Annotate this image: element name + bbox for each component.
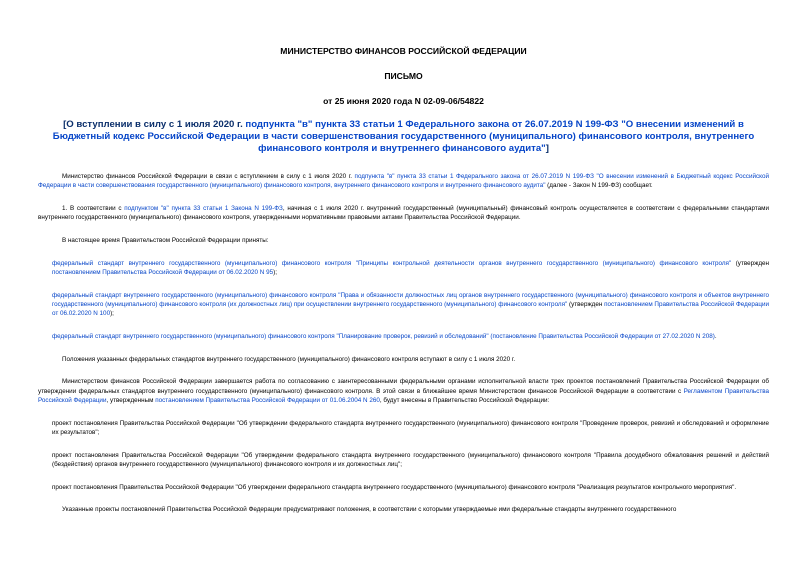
government-regulation-link[interactable]: Регламентом Правительства Российской Федерации bbox=[38, 387, 769, 404]
doc-date-number: от 25 июня 2020 года N 02-09-06/54822 bbox=[323, 96, 484, 106]
text-span: Министерством финансов Российской Федерации завершается работа по согласованию с заинтересованными федеральными органами исполнительной власти трех проектов постановлений Правительства Российской Федерации об утверждении федеральных стандартов внутреннего государственного (муниципального) финансового контроля. В этой связи в ближайшее время Министерством финансов Российской Федерации в соответствии с bbox=[38, 378, 769, 395]
standard-rights-link[interactable]: федеральный стандарт внутреннего государственного (муниципального) финансового контроля "Права и обязанности должностных лиц органов внутреннего государственного (муниципального) финансового контроля и объектов внутреннего государственного (муниципального) финансового контроля (их должностных лиц) при осуществлении внутреннего государственного (муниципального) финансового контроля" bbox=[52, 291, 769, 308]
title-prefix: [О вступлении в силу с 1 июля 2020 г. bbox=[63, 119, 246, 130]
text-span: ); bbox=[273, 269, 277, 276]
text-span: Министерство финансов Российской Федерации в связи с вступлением в силу с 1 июля 2020 г. bbox=[62, 173, 355, 180]
list-item-draft-inspections: проект постановления Правительства Российской Федерации "Об утверждении федерального стандарта внутреннего государственного (муниципального) финансового контроля "Проведение проверок, ревизий и обследований и оформление их результатов"; bbox=[52, 419, 769, 436]
title-suffix: ] bbox=[545, 143, 549, 154]
paragraph-intro bbox=[38, 172, 769, 191]
text-span: ); bbox=[110, 310, 114, 318]
standard-principles-link[interactable]: федеральный стандарт внутреннего государственного (муниципального) финансового контроля "Принципы контрольной деятельности органов внутреннего государственного (муниципального) финансового контроля" bbox=[52, 259, 732, 267]
list-item-standard-rights bbox=[52, 291, 769, 319]
text-span: , утвержденным bbox=[106, 397, 156, 404]
list-item-draft-results: проект постановления Правительства Российской Федерации "Об утверждении федерального стандарта внутреннего государственного (муниципального) финансового контроля "Реализация результатов контрольного мероприятия". bbox=[52, 483, 737, 491]
document-title bbox=[42, 119, 765, 155]
doc-type-heading: ПИСЬМО bbox=[384, 71, 423, 81]
standard-planning-link[interactable]: федеральный стандарт внутреннего государственного (муниципального) финансового контроля "Планирование проверок, ревизий и обследований" (постановление Правительства Российской Федерации от 27.02.2020 N 208) bbox=[52, 333, 715, 340]
resolution-95-link[interactable]: постановлением Правительства Российской Федерации от 06.02.2020 N 95 bbox=[52, 269, 274, 276]
list-item-standard-planning bbox=[52, 332, 769, 341]
text-span: (далее - Закон N 199-ФЗ) сообщает. bbox=[545, 182, 653, 190]
list-item-draft-appeals: проект постановления Правительства Российской Федерации "Об утверждении федерального стандарта внутреннего государственного (муниципального) финансового контроля "Правила досудебного обжалования решений и действий (бездействия) органов внутреннего государственного (муниципального) финансового контроля и их должностных лиц"; bbox=[52, 451, 769, 468]
paragraph-drafts-provide: Указанные проекты постановлений Правительства Российской Федерации предусматривают положения, в соответствии с которыми утверждаемые ими федеральные стандарты внутреннего государственного bbox=[62, 506, 677, 514]
ministry-heading: МИНИСТЕРСТВО ФИНАНСОВ РОССИЙСКОЙ ФЕДЕРАЦИИ bbox=[280, 46, 527, 56]
text-span: . bbox=[714, 333, 717, 340]
text-span: (утвержден bbox=[567, 301, 605, 308]
resolution-100-link[interactable]: постановлением Правительства Российской Федерации от 06.02.2020 N 100 bbox=[52, 301, 769, 318]
document-body bbox=[38, 172, 769, 515]
paragraph-adopted: В настоящее время Правительством Российской Федерации приняты: bbox=[62, 237, 269, 244]
paragraph-1 bbox=[38, 204, 769, 223]
law-199-link[interactable]: подпункта "в" пункта 33 статьи 1 Федерального закона от 26.07.2019 N 199-ФЗ "О внесении изменений в Бюджетный кодекс Российской Федерации в части совершенствования государственного (муниципального) финансового контроля, внутреннего финансового контроля и внутреннего финансового аудита" bbox=[38, 173, 769, 190]
title-law-link[interactable]: подпункта "в" пункта 33 статьи 1 Федерального закона от 26.07.2019 N 199-ФЗ "О внесении изменений в Бюджетный кодекс Российской Федерации в части совершенствования государственного (муниципального) финансового контроля, внутреннего финансового контроля и внутреннего финансового аудита" bbox=[52, 119, 755, 154]
paragraph-ministry-work bbox=[38, 377, 769, 405]
paragraph-effective: Положения указанных федеральных стандартов внутреннего государственного (муниципального) финансового контроля вступают в силу с 1 июля 2020 г. bbox=[62, 355, 516, 363]
text-span: , будут внесены в Правительство Российской Федерации: bbox=[379, 397, 550, 404]
text-span: (утвержден bbox=[731, 259, 769, 267]
subpoint-link[interactable]: подпунктом "в" пункта 33 статьи 1 Закона N 199-ФЗ bbox=[124, 205, 283, 212]
resolution-260-link[interactable]: постановлением Правительства Российской Федерации от 01.06.2004 N 260 bbox=[155, 397, 380, 404]
list-item-standard-principles bbox=[52, 259, 769, 278]
text-span: , начиная с 1 июля 2020 г. внутренний государственный (муниципальный) финансовый контроль осуществляется в соответствии с федеральными стандартами внутреннего государственного (муниципального) финансового контроля, утвержденными нормативными правовыми актами Правительства Российской Федерации. bbox=[38, 205, 769, 222]
text-span: 1. В соответствии с bbox=[62, 205, 125, 212]
